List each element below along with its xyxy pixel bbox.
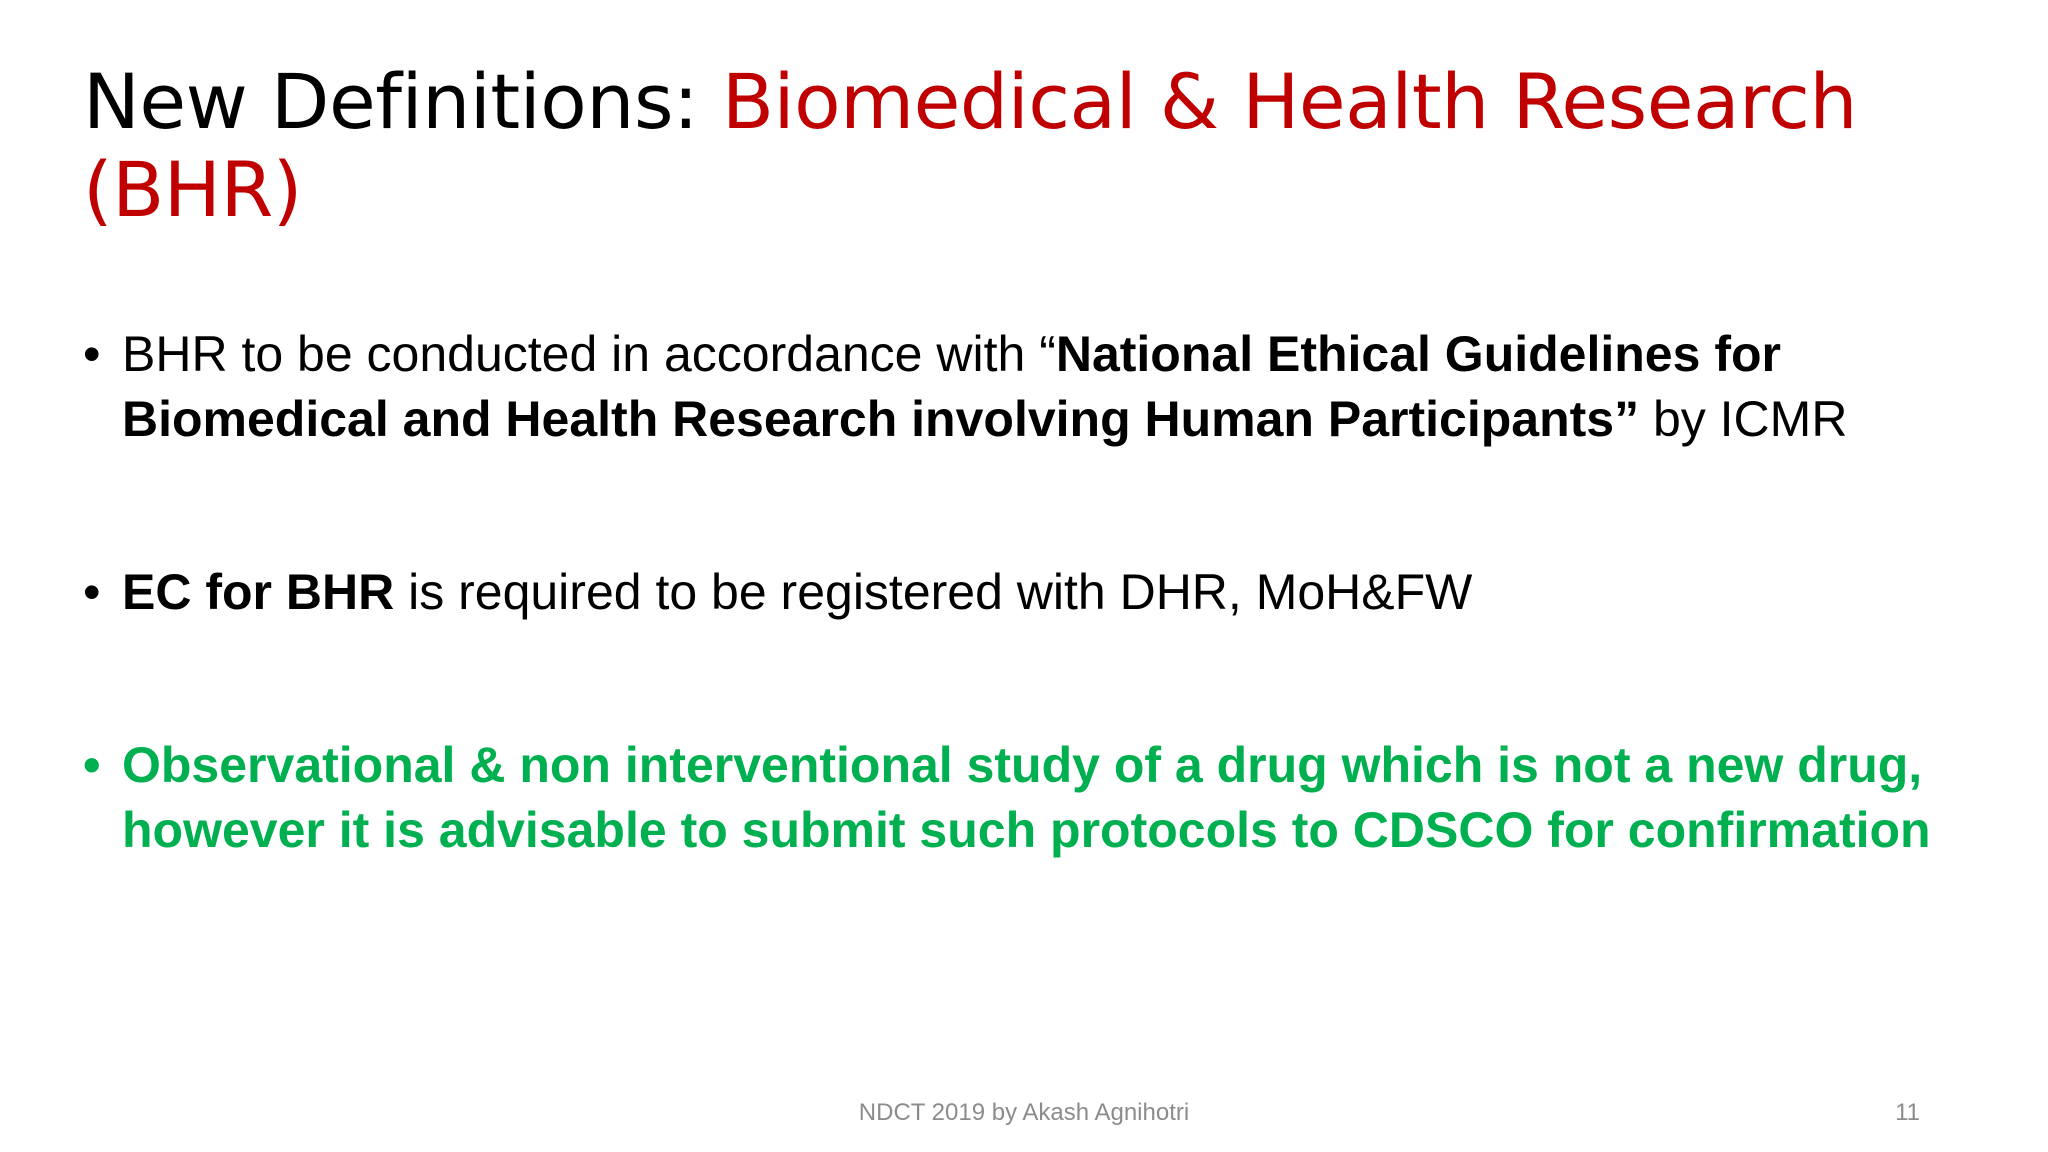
- bullet-text-after: is required to be registered with DHR, MoH&FW: [394, 564, 1473, 620]
- bullet-list: [83, 322, 1963, 863]
- title-prefix: New Definitions:: [83, 57, 722, 146]
- bullet-item-observational-study: [83, 733, 1963, 863]
- bullet-item-guidelines: [83, 322, 1963, 452]
- bullet-marker: •: [83, 737, 101, 793]
- slide-title: [83, 58, 1963, 234]
- bullet-marker: •: [83, 564, 101, 620]
- page-number: 11: [1895, 1099, 1920, 1126]
- bullet-text-after: by ICMR: [1639, 391, 1848, 447]
- bullet-bold-text: EC for BHR: [122, 564, 395, 620]
- bullet-marker: •: [83, 326, 101, 382]
- title-accent: Biomedical & Health Research (BHR): [83, 57, 1858, 234]
- bullet-text: BHR to be conducted in accordance with “: [122, 326, 1056, 382]
- slide-footer: NDCT 2019 by Akash Agnihotri: [858, 1099, 1190, 1126]
- bullet-text: Observational & non interventional study of a drug which is not a new drug, however it is advisable to submit such protocols to CDSCO for confirmation: [122, 737, 1931, 858]
- bullet-item-ec-registration: [83, 560, 1963, 625]
- bullet-bold-text: National Ethical Guidelines for Biomedical and Health Research involving Human Participants”: [122, 326, 1781, 447]
